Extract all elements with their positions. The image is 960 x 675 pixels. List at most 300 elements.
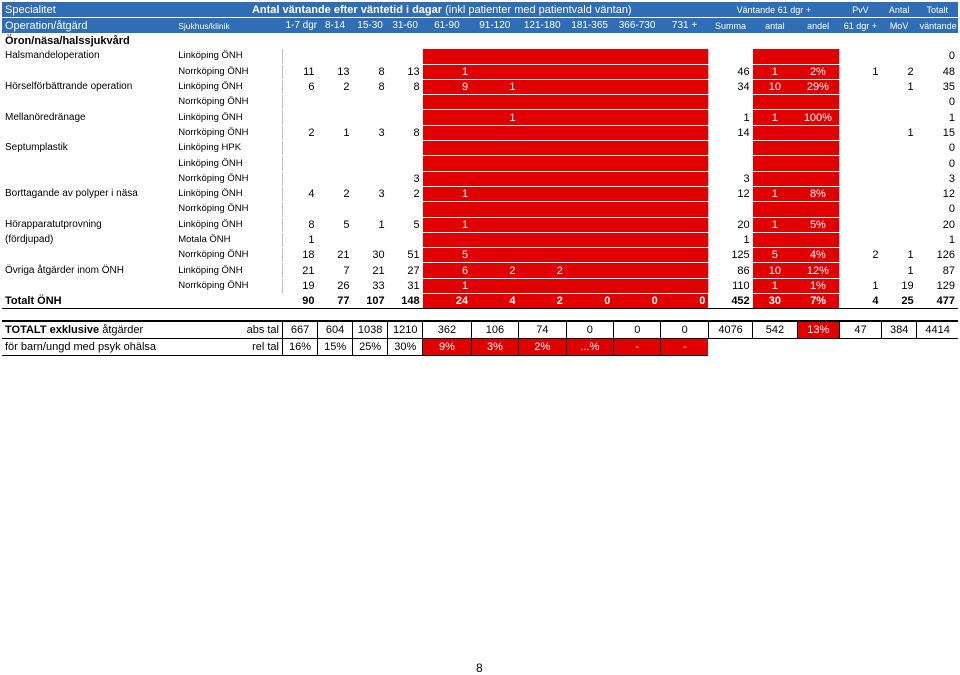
value-cell: 14 [708,125,752,140]
value-cell [317,232,352,247]
total-value: 0 [566,294,613,309]
value-cell [613,95,660,110]
page-number: 8 [476,661,483,675]
value-cell: 19 [282,278,317,293]
operation-name [2,202,175,217]
value-cell: 3 [378,188,385,201]
summary-abs-value: 384 [882,321,917,339]
table-row [2,141,958,156]
value-cell [423,202,471,217]
value-cell: 27 [407,264,420,277]
value-cell [566,156,613,171]
value-cell [423,141,471,156]
value-cell [613,64,660,79]
value-cell [353,171,388,186]
value-cell [661,186,709,201]
value-cell [388,202,423,217]
summary-rel-value: ...% [566,339,613,356]
value-cell: 5% [797,217,839,232]
clinic-name: Linköping ÖNH [178,264,243,276]
value-cell [423,171,471,186]
value-cell [839,79,881,94]
value-cell: 4 [282,186,317,201]
value-cell [613,171,660,186]
value-cell [353,141,388,156]
value-cell [613,248,660,263]
value-cell [613,278,660,293]
value-cell: 4% [797,248,839,263]
value-cell: 1 [423,278,471,293]
value-cell: 34 [708,79,752,94]
value-cell: 1 [753,64,797,79]
value-cell: 1 [378,218,385,231]
summary-abs-value: 604 [318,321,353,339]
value-cell: 11 [282,64,317,79]
value-cell [882,110,917,125]
operation-name [2,95,175,110]
value-cell [519,125,566,140]
value-cell [282,156,317,171]
value-cell [471,232,518,247]
clinic-name: Norrköping ÖNH [178,249,249,261]
summary-label-1: TOTALT exklusive åtgärder [2,321,208,339]
value-cell [519,95,566,110]
total-value: 7% [797,294,839,309]
value-cell [839,95,881,110]
value-cell [519,79,566,94]
value-cell [753,171,797,186]
value-cell [566,49,613,64]
value-cell: 0 [948,203,955,216]
header-bucket: 61-90 [423,18,471,34]
value-cell [661,49,709,64]
value-cell [661,217,709,232]
value-cell: 1 [839,64,881,79]
value-cell [566,217,613,232]
value-cell [882,95,917,110]
value-cell [661,79,709,94]
header-specialitet: Specialitet [2,2,175,18]
header-antal: antal [753,18,797,34]
value-cell: 2 [282,125,317,140]
value-cell: 3 [708,171,752,186]
value-cell [353,232,388,247]
value-cell [471,64,518,79]
value-cell [882,232,917,247]
value-cell [661,202,709,217]
value-cell [471,156,518,171]
value-cell: 0 [948,96,955,109]
value-cell: 1 [423,186,471,201]
value-cell: 48 [942,65,955,78]
waiting-list-table [2,2,958,309]
value-cell [797,202,839,217]
value-cell [797,95,839,110]
value-cell: 19 [901,279,914,292]
clinic-name: Linköping ÖNH [178,111,243,123]
value-cell [471,248,518,263]
value-cell [797,141,839,156]
value-cell: 1 [907,81,914,94]
value-cell [882,141,917,156]
operation-name: Övriga åtgärder inom ÖNH [5,264,124,276]
value-cell [661,248,709,263]
value-cell [471,186,518,201]
value-cell: 9 [423,79,471,94]
value-cell: 20 [708,217,752,232]
value-cell [317,171,352,186]
total-value: 77 [317,294,352,309]
value-cell [519,278,566,293]
value-cell: 12 [942,188,955,201]
summary-abs-value: 362 [423,321,471,339]
value-cell [471,141,518,156]
total-value: 30 [753,294,797,309]
total-value: 0 [661,294,709,309]
summary-rel-value: - [614,339,661,356]
value-cell: 2 [907,65,914,78]
total-value: 4 [839,294,881,309]
value-cell [423,95,471,110]
value-cell: 8 [378,81,385,94]
total-value: 452 [708,294,752,309]
header-title: Antal väntande efter väntetid i dagar (inkl patienter med patientvald väntan) [175,2,708,18]
clinic-name: Linköping ÖNH [178,81,243,93]
value-cell: 13 [337,65,350,78]
summary-abs-value: 4414 [917,321,958,339]
value-cell [471,95,518,110]
header-antal: Antal [882,2,917,18]
value-cell: 1 [471,79,518,94]
summary-abs-row [2,321,958,339]
summary-abs-value: 47 [839,321,881,339]
value-cell [388,232,423,247]
value-cell [566,202,613,217]
summary-abs-value: 667 [283,321,318,339]
value-cell [613,186,660,201]
value-cell [661,263,709,278]
table-row [2,278,958,293]
value-cell [753,156,797,171]
value-cell [471,125,518,140]
clinic-name: Linköping HPK [178,142,242,154]
value-cell: 8 [413,81,420,94]
value-cell [661,110,709,125]
value-cell: 129 [936,279,955,292]
total-row [2,294,958,309]
value-cell: 1 [423,64,471,79]
value-cell: 18 [282,248,317,263]
value-cell [613,263,660,278]
header-totalt: Totalt [917,2,958,18]
table-row [2,125,958,140]
value-cell [839,49,881,64]
operation-name [2,64,175,79]
value-cell [471,217,518,232]
value-cell [661,156,709,171]
clinic-name: Linköping ÖNH [178,157,243,169]
table-row [2,248,958,263]
table-row [2,186,958,201]
value-cell: 30 [372,249,385,262]
value-cell: 5 [423,248,471,263]
header-summa: Summa [708,18,752,34]
header-mov: MoV [882,18,917,34]
value-cell: 86 [708,263,752,278]
table-row [2,217,958,232]
value-cell [519,232,566,247]
value-cell [613,232,660,247]
value-cell: 87 [942,264,955,277]
value-cell [882,171,917,186]
total-value: 24 [423,294,471,309]
summary-kind-abs: abs tal [208,321,282,339]
value-cell [839,217,881,232]
value-cell [282,171,317,186]
value-cell [882,156,917,171]
clinic-name: Norrköping ÖNH [178,203,249,215]
value-cell: 12 [708,186,752,201]
summary-abs-value: 1038 [353,321,388,339]
value-cell: 31 [407,279,420,292]
value-cell: 21 [337,249,350,262]
value-cell: 1 [948,111,955,124]
value-cell [661,278,709,293]
total-value: 107 [353,294,388,309]
value-cell [839,263,881,278]
value-cell [282,141,317,156]
total-label: Totalt ÖNH [2,294,282,309]
summary-abs-value: 106 [471,321,518,339]
value-cell [753,232,797,247]
value-cell: 8 [282,217,317,232]
operation-name [2,278,175,293]
value-cell [471,202,518,217]
value-cell: 29% [797,79,839,94]
value-cell: 1 [839,278,881,293]
value-cell [353,202,388,217]
summary-label-2: för barn/ungd med psyk ohälsa [2,339,208,356]
value-cell: 26 [337,279,350,292]
value-cell: 3 [948,172,955,185]
value-cell [708,141,752,156]
clinic-name: Linköping ÖNH [178,218,243,230]
value-cell [661,171,709,186]
value-cell: 1 [907,264,914,277]
value-cell [388,110,423,125]
value-cell [566,141,613,156]
value-cell: 10 [753,79,797,94]
value-cell [353,156,388,171]
value-cell [566,186,613,201]
value-cell [661,125,709,140]
value-cell: 33 [372,279,385,292]
clinic-name: Motala ÖNH [178,234,231,245]
section-title: Öron/näsa/halssjukvård [5,35,130,48]
value-cell: 0 [948,50,955,63]
value-cell [423,110,471,125]
header-bucket: 31-60 [388,18,423,34]
summary-abs-value: 542 [753,321,797,339]
value-cell [471,278,518,293]
value-cell: 1 [343,126,350,139]
operation-name [2,171,175,186]
value-cell: 1 [753,186,797,201]
value-cell [282,95,317,110]
operation-name: (fördjupad) [5,234,54,245]
summary-rel-value: 9% [423,339,471,356]
value-cell [797,232,839,247]
total-value: 2 [519,294,566,309]
value-cell [797,125,839,140]
operation-name: Mellanöredränage [5,111,86,123]
value-cell [839,186,881,201]
header-bucket: 91-120 [471,18,518,34]
operation-name: Septumplastik [5,142,68,154]
operation-name [2,125,175,140]
table-row [2,202,958,217]
header-andel: andel [797,18,839,34]
value-cell [613,156,660,171]
table-row [2,232,958,247]
value-cell: 21 [372,264,385,277]
value-cell [797,171,839,186]
value-cell [471,171,518,186]
value-cell: 2 [343,188,350,201]
value-cell: 8% [797,186,839,201]
value-cell [353,110,388,125]
header-vantande: väntande [917,18,958,34]
value-cell [661,64,709,79]
table-row [2,156,958,171]
operation-name [2,156,175,171]
clinic-name: Norrköping ÖNH [178,279,249,291]
header-pvv: PvV [839,2,881,18]
value-cell [839,125,881,140]
value-cell [519,202,566,217]
value-cell: 12% [797,263,839,278]
value-cell: 1 [948,234,955,246]
value-cell: 110 [708,278,752,293]
value-cell: 35 [942,81,955,94]
value-cell [566,278,613,293]
summary-abs-value: 4076 [708,321,752,339]
value-cell [839,110,881,125]
value-cell [708,95,752,110]
value-cell [613,125,660,140]
value-cell [282,202,317,217]
value-cell [519,171,566,186]
value-cell: 1 [907,126,914,139]
value-cell [566,110,613,125]
value-cell [613,141,660,156]
table-row [2,171,958,186]
summary-rel-value: 30% [388,339,423,356]
value-cell [839,141,881,156]
value-cell [753,141,797,156]
value-cell: 1 [753,278,797,293]
table-row [2,79,958,94]
operation-name: Hörapparatutprovning [5,218,102,230]
value-cell [317,110,352,125]
value-cell [423,232,471,247]
value-cell: 2 [413,188,420,201]
value-cell: 10 [753,263,797,278]
value-cell [519,64,566,79]
header-bucket: 8-14 [317,18,352,34]
value-cell [388,95,423,110]
value-cell [519,156,566,171]
header-bucket: 731 + [661,18,709,34]
summary-rel-value: 3% [471,339,518,356]
summary-rel-value: 25% [353,339,388,356]
value-cell [423,156,471,171]
value-cell: 2 [471,263,518,278]
value-cell: 2 [839,248,881,263]
header-bucket: 1-7 dgr [282,18,317,34]
summary-rel-row [2,339,958,356]
value-cell: 8 [378,65,385,78]
total-value: 90 [282,294,317,309]
value-cell: 1 [708,110,752,125]
clinic-name: Norrköping ÖNH [178,65,249,77]
operation-name: Hörselförbättrande operation [5,81,133,93]
value-cell: 0 [948,157,955,170]
value-cell [882,186,917,201]
value-cell: 5 [343,218,350,231]
value-cell [566,79,613,94]
value-cell: 125 [708,248,752,263]
total-value: 148 [388,294,423,309]
summary-rel-value: 2% [519,339,566,356]
clinic-name: Norrköping ÖNH [178,126,249,138]
header-bucket: 121-180 [519,18,566,34]
value-cell [519,248,566,263]
table-row [2,64,958,79]
value-cell [661,95,709,110]
value-cell [471,49,518,64]
value-cell [753,49,797,64]
value-cell [519,110,566,125]
value-cell [423,125,471,140]
value-cell [708,156,752,171]
value-cell [388,156,423,171]
total-value: 25 [882,294,917,309]
value-cell: 1 [708,232,752,247]
total-value: 4 [471,294,518,309]
table-row [2,263,958,278]
table-row [2,49,958,64]
header-bucket: 366-730 [613,18,660,34]
value-cell [566,248,613,263]
value-cell [839,171,881,186]
value-cell [353,95,388,110]
value-cell: 2% [797,64,839,79]
value-cell [613,49,660,64]
summary-kind-rel: rel tal [208,339,282,356]
value-cell: 6 [282,79,317,94]
value-cell [882,49,917,64]
value-cell: 5 [413,218,420,231]
value-cell: 1 [753,110,797,125]
value-cell [613,202,660,217]
value-cell [566,263,613,278]
clinic-name: Linköping ÖNH [178,188,243,200]
value-cell: 3 [378,126,385,139]
summary-abs-value: 74 [519,321,566,339]
summary-rel-value: 15% [318,339,353,356]
value-cell: 13 [407,65,420,78]
